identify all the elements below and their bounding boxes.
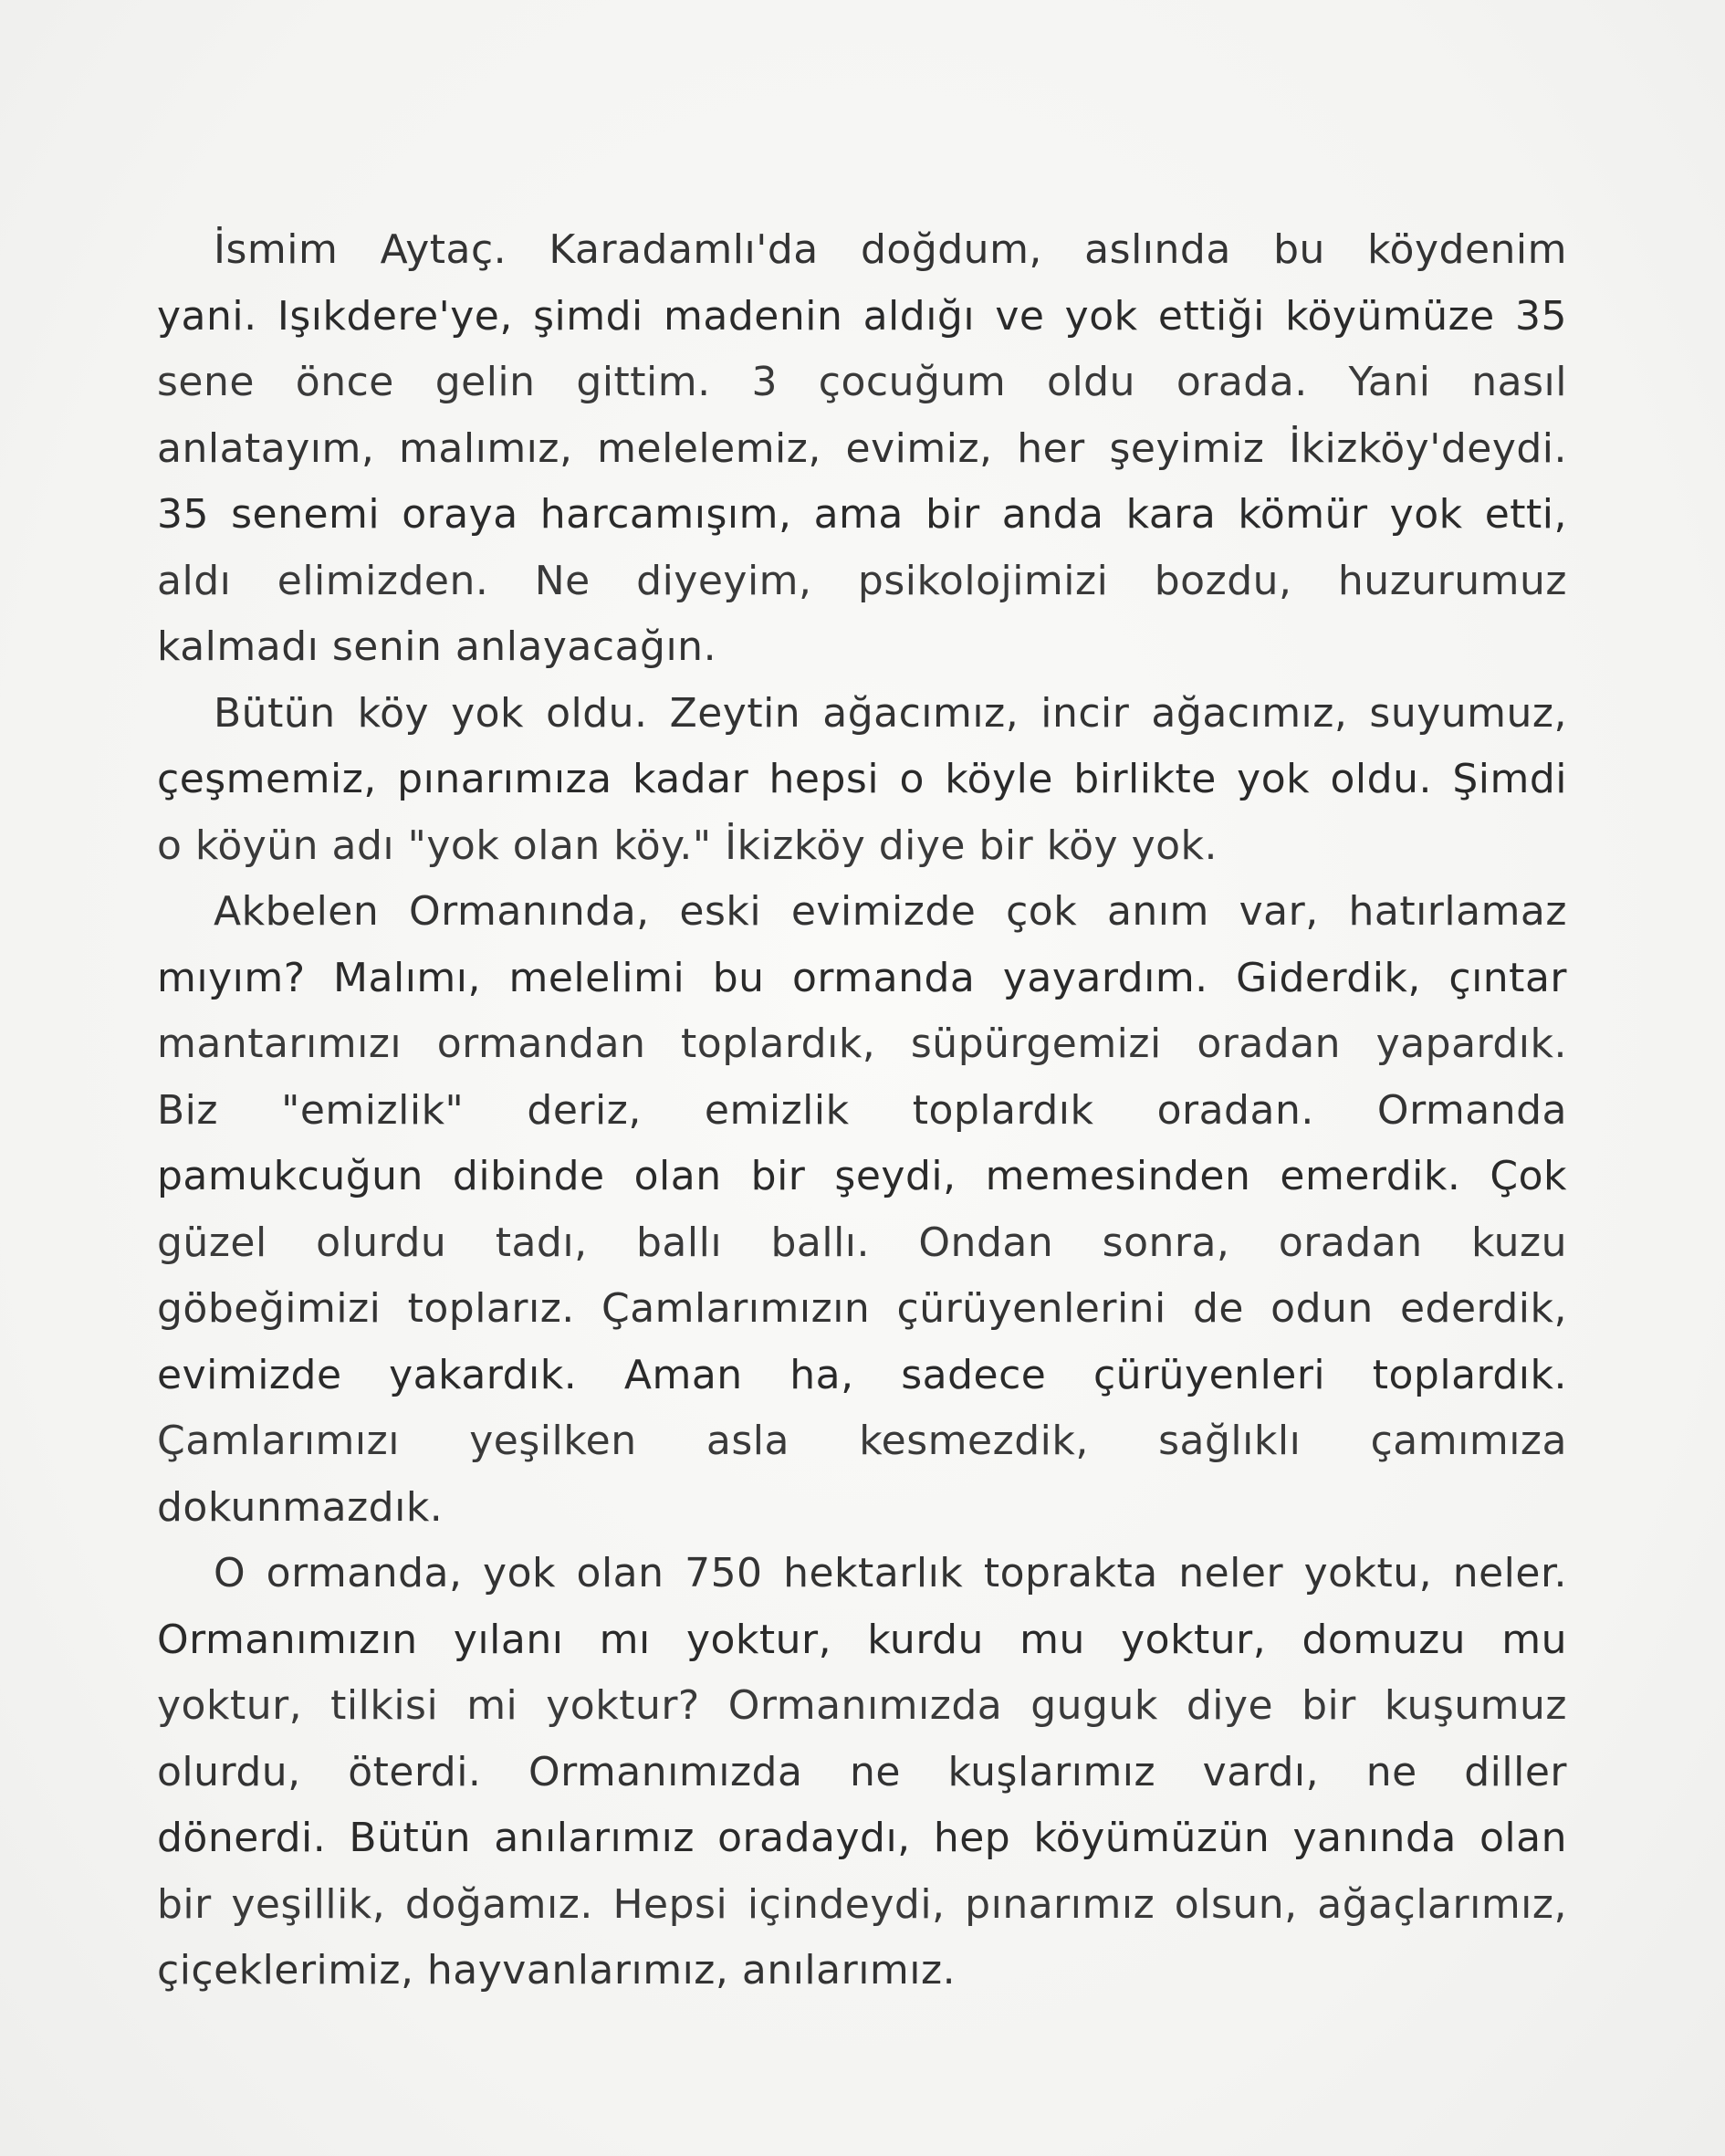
text-line: aldı elimizden. Ne diyeyim, psikolojimizi bozdu, huzurumuz (157, 557, 1567, 604)
text-line: Biz "emizlik" deriz, emizlik toplardık oradan. Ormanda (157, 1086, 1567, 1134)
text-line: O ormanda, yok olan 750 hektarlık toprakta neler yoktu, neler. (214, 1550, 1567, 1596)
text-line: güzel olurdu tadı, ballı ballı. Ondan sonra, oradan kuzu (157, 1219, 1567, 1266)
text-line: kalmadı senin anlayacağın. (157, 623, 717, 670)
paragraph (157, 217, 1567, 681)
text-line: yoktur, tilkisi mi yoktur? Ormanımızda guguk diye bir kuşumuz (157, 1682, 1567, 1729)
text-line: Çamlarımızı yeşilken asla kesmezdik, sağlıklı çamımıza (157, 1418, 1567, 1464)
text-line: pamukcuğun dibinde olan bir şeydi, memesinden emerdik. Çok (157, 1153, 1567, 1199)
text-line: olurdu, öterdi. Ormanımızda ne kuşlarımız vardı, ne diller (157, 1748, 1567, 1795)
text-line: o köyün adı "yok olan köy." İkizköy diye bir köy yok. (157, 822, 1218, 869)
text-line: çeşmemiz, pınarımıza kadar hepsi o köyle birlikte yok oldu. Şimdi (157, 756, 1567, 802)
paragraph (157, 681, 1567, 880)
handwritten-text (157, 217, 1567, 2004)
text-line: anlatayım, malımız, melelemiz, evimiz, her şeyimiz İkizköy'deydi. (157, 424, 1567, 472)
text-line: sene önce gelin gittim. 3 çocuğum oldu orada. Yani nasıl (157, 359, 1567, 405)
paragraph (157, 879, 1567, 1541)
text-line: çiçeklerimiz, hayvanlarımız, anılarımız. (157, 1947, 957, 1994)
text-line: göbeğimizi toplarız. Çamlarımızın çürüyenlerini de odun ederdik, (157, 1285, 1567, 1332)
text-line: İsmim Aytaç. Karadamlı'da doğdum, aslında bu köydenim (214, 226, 1567, 273)
text-line: evimizde yakardık. Aman ha, sadece çürüyenleri toplardık. (157, 1351, 1567, 1398)
text-line: Ormanımızın yılanı mı yoktur, kurdu mu yoktur, domuzu mu (157, 1616, 1567, 1663)
text-line: Akbelen Ormanında, eski evimizde çok anım var, hatırlamaz (214, 888, 1567, 935)
text-line: mantarımızı ormandan toplardık, süpürgemizi oradan yapardık. (157, 1020, 1567, 1067)
text-line: dönerdi. Bütün anılarımız oradaydı, hep köyümüzün yanında olan (157, 1815, 1567, 1861)
text-line: bir yeşillik, doğamız. Hepsi içindeydi, pınarımız olsun, ağaçlarımız, (157, 1880, 1567, 1928)
text-line: mıyım? Malımı, melelimi bu ormanda yayardım. Giderdik, çıntar (157, 954, 1567, 1001)
text-line: 35 senemi oraya harcamışım, ama bir anda kara kömür yok etti, (157, 491, 1567, 538)
text-line: dokunmazdık. (157, 1483, 444, 1531)
text-line: yani. Işıkdere'ye, şimdi madenin aldığı ve yok ettiği köyümüze 35 (157, 292, 1567, 340)
text-line: Bütün köy yok oldu. Zeytin ağacımız, incir ağacımız, suyumuz, (214, 689, 1567, 737)
paragraph (157, 1541, 1567, 2004)
